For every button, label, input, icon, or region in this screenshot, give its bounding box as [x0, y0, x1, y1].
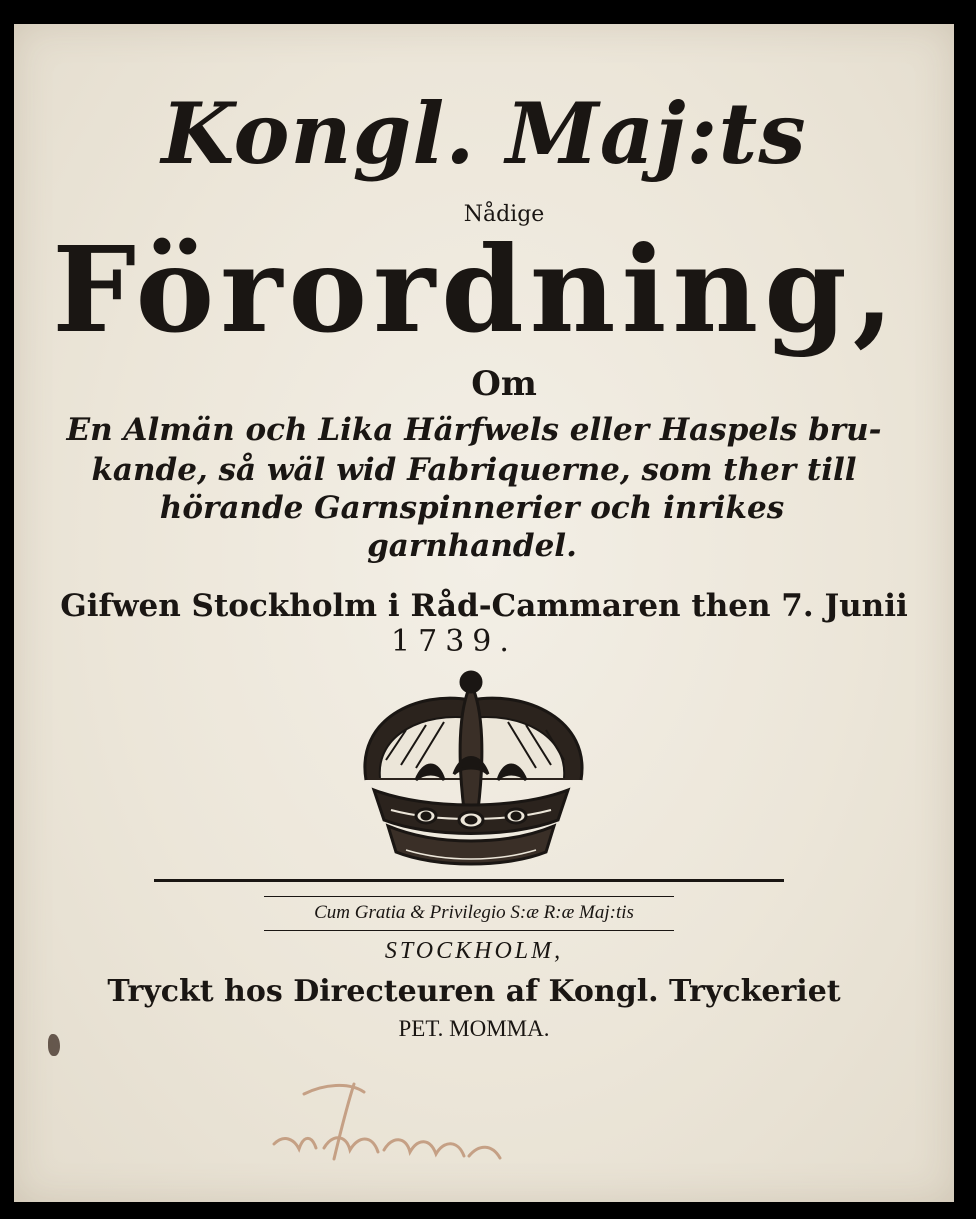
imprint-city: STOCKHOLM, — [384, 938, 564, 964]
date-line-1: Gifwen Stockholm i Råd-Cammaren then 7. Junii — [60, 588, 908, 624]
body-line-3: hörande Garnspinnerier och inrikes — [159, 490, 785, 526]
crown-icon — [346, 670, 606, 880]
body-line-4: garnhandel. — [367, 528, 577, 564]
om-heading: Om — [471, 364, 537, 404]
upper-rule — [154, 879, 784, 882]
document-page — [14, 24, 954, 1202]
body-line-1: En Almän och Lika Härfwels eller Haspels bru- — [66, 412, 882, 448]
handwritten-signature — [254, 1064, 534, 1184]
title-line-2: Nådige — [463, 202, 545, 227]
middle-rule — [264, 896, 674, 897]
date-line-2: 1739. — [391, 624, 517, 659]
privilege-line: Cum Gratia & Privilegio S:æ R:æ Maj:tis — [314, 902, 634, 923]
ink-stain — [48, 1034, 60, 1056]
title-line-3: Förordning, — [52, 220, 900, 359]
imprint-printer: Tryckt hos Directeuren af Kongl. Tryckeriet — [107, 974, 841, 1009]
body-line-2: kande, så wäl wid Fabriquerne, som ther till — [91, 452, 857, 488]
imprint-name: PET. MOMMA. — [398, 1016, 550, 1041]
lower-rule — [264, 930, 674, 931]
title-line-1: Kongl. Maj:ts — [161, 84, 807, 183]
